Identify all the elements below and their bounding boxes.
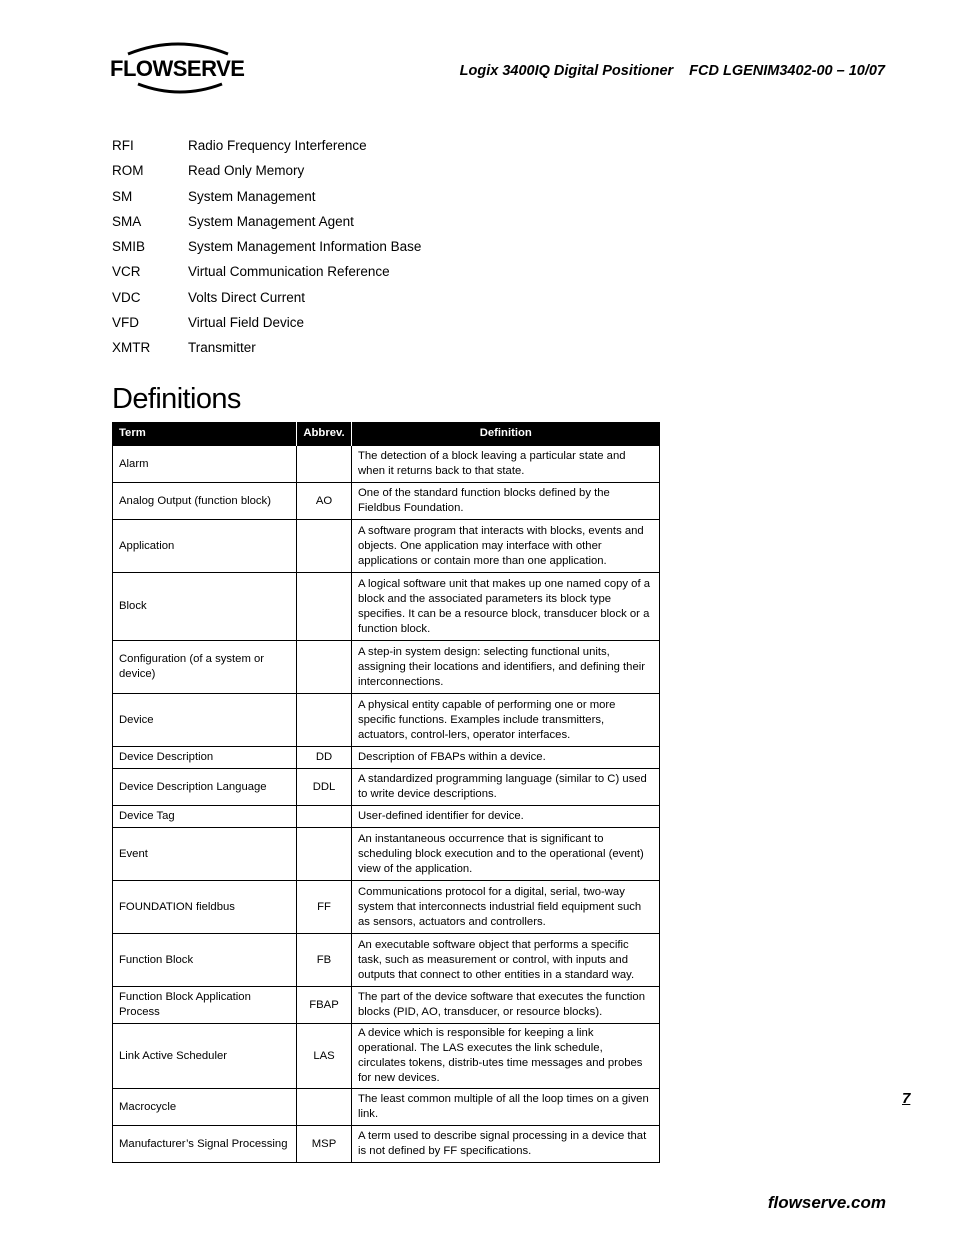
abbreviation-item <box>112 237 421 262</box>
table-row <box>113 934 660 987</box>
table-row <box>113 446 660 483</box>
column-header-abbrev: Abbrev. <box>297 422 352 446</box>
abbreviation-item <box>112 161 421 186</box>
abbreviation-meaning: System Management Information Base <box>188 239 422 255</box>
term-cell: Alarm <box>113 446 297 483</box>
term-cell: Manufacturer’s Signal Processing <box>113 1126 297 1163</box>
page-number: 7 <box>902 1090 911 1107</box>
definitions-table <box>112 422 660 1163</box>
abbrev-cell <box>297 694 352 747</box>
abbreviation-meaning: Virtual Communication Reference <box>188 264 390 280</box>
definition-cell: The least common multiple of all the loop times on a given link. <box>352 1089 660 1126</box>
definition-cell: The detection of a block leaving a particular state and when it returns back to that state. <box>352 446 660 483</box>
abbreviation: SM <box>112 188 133 204</box>
definition-cell: A step-in system design: selecting functional units, assigning their locations and identifiers, and defining their interconnections. <box>352 641 660 694</box>
section-title: Definitions <box>112 383 241 415</box>
abbreviation-item <box>112 313 421 338</box>
abbreviation-item <box>112 136 421 161</box>
document-code: FCD LGENIM3402-00 – 10/07 <box>689 63 885 79</box>
table-row <box>113 987 660 1024</box>
abbreviation-item <box>112 262 421 287</box>
table-row <box>113 806 660 828</box>
definition-cell: A standardized programming language (similar to C) used to write device descriptions. <box>352 769 660 806</box>
abbreviation: SMA <box>112 213 142 229</box>
abbrev-cell <box>297 446 352 483</box>
definition-cell: One of the standard function blocks defined by the Fieldbus Foundation. <box>352 483 660 520</box>
term-cell: Configuration (of a system or device) <box>113 641 297 694</box>
table-row <box>113 573 660 641</box>
abbrev-cell: MSP <box>297 1126 352 1163</box>
abbreviation-meaning: Virtual Field Device <box>188 315 305 331</box>
product-title: Logix 3400IQ Digital Positioner <box>459 63 674 79</box>
abbreviation-item <box>112 288 421 313</box>
term-cell: Event <box>113 828 297 881</box>
term-cell: Device Description Language <box>113 769 297 806</box>
term-cell: Device <box>113 694 297 747</box>
document-header <box>460 63 885 79</box>
abbrev-cell <box>297 520 352 573</box>
term-cell: Application <box>113 520 297 573</box>
abbreviation: ROM <box>112 163 144 179</box>
logo-wordmark: FLOWSERVE <box>110 56 245 81</box>
definition-cell: An executable software object that performs a specific task, such as measurement or control, with inputs and outputs that connect to other entities in a standard way. <box>352 934 660 987</box>
abbreviation: SMIB <box>112 239 146 255</box>
table-row <box>113 747 660 769</box>
abbreviation-item <box>112 212 421 237</box>
term-cell: FOUNDATION fieldbus <box>113 881 297 934</box>
table-row <box>113 769 660 806</box>
definition-cell: User-defined identifier for device. <box>352 806 660 828</box>
abbrev-cell: FF <box>297 881 352 934</box>
definition-cell: A logical software unit that makes up one named copy of a block and the associated parameters its block type specifies. It can be a resource block, transducer block or a function block. <box>352 573 660 641</box>
abbrev-cell <box>297 806 352 828</box>
abbrev-cell <box>297 1089 352 1126</box>
column-header-term: Term <box>113 422 297 446</box>
abbreviation-meaning: Read Only Memory <box>188 163 305 179</box>
table-row <box>113 881 660 934</box>
abbreviation-meaning: System Management Agent <box>188 213 354 229</box>
definition-cell: An instantaneous occurrence that is significant to scheduling block execution and to the operational (event) view of the application. <box>352 828 660 881</box>
definition-cell: Communications protocol for a digital, serial, two-way system that interconnects industrial field equipment such as sensors, actuators and controllers. <box>352 881 660 934</box>
term-cell: Block <box>113 573 297 641</box>
definitions-table-body <box>113 446 660 1163</box>
table-header-row <box>113 422 660 446</box>
abbrev-cell: LAS <box>297 1024 352 1089</box>
table-row <box>113 1126 660 1163</box>
abbreviation: VDC <box>112 289 141 305</box>
term-cell: Device Description <box>113 747 297 769</box>
term-cell: Device Tag <box>113 806 297 828</box>
definition-cell: A physical entity capable of performing one or more specific functions. Examples include transmitters, actuators, control-lers, operator interfaces. <box>352 694 660 747</box>
table-row <box>113 483 660 520</box>
abbreviation: VCR <box>112 264 141 280</box>
column-header-definition: Definition <box>352 422 660 446</box>
definition-cell: Description of FBAPs within a device. <box>352 747 660 769</box>
abbreviation-item <box>112 338 421 363</box>
abbreviation: VFD <box>112 315 139 331</box>
abbreviation-meaning: System Management <box>188 188 316 204</box>
abbrev-cell <box>297 573 352 641</box>
abbreviation-item <box>112 187 421 212</box>
table-row <box>113 828 660 881</box>
definition-cell: The part of the device software that executes the function blocks (PID, AO, transducer, or resource blocks). <box>352 987 660 1024</box>
term-cell: Link Active Scheduler <box>113 1024 297 1089</box>
abbrev-cell: DDL <box>297 769 352 806</box>
abbreviation-meaning: Transmitter <box>188 340 256 356</box>
abbrev-cell <box>297 828 352 881</box>
term-cell: Function Block <box>113 934 297 987</box>
abbreviation-meaning: Radio Frequency Interference <box>188 138 367 153</box>
flowserve-logo <box>110 40 250 96</box>
term-cell: Function Block Application Process <box>113 987 297 1024</box>
footer-website: flowserve.com <box>767 1193 886 1212</box>
definition-cell: A device which is responsible for keeping a link operational. The LAS executes the link schedule, circulates tokens, distrib-utes time messages and probes for new devices. <box>352 1024 660 1089</box>
table-row <box>113 641 660 694</box>
definition-cell: A term used to describe signal processing in a device that is not defined by FF specifications. <box>352 1126 660 1163</box>
definition-cell: A software program that interacts with blocks, events and objects. One application may interface with other applications or contain more than one application. <box>352 520 660 573</box>
abbreviation-meaning: Volts Direct Current <box>188 289 306 305</box>
abbreviation-list <box>112 136 421 364</box>
abbreviation: XMTR <box>112 340 151 356</box>
abbreviation: RFI <box>112 138 134 153</box>
abbrev-cell: FB <box>297 934 352 987</box>
abbrev-cell: AO <box>297 483 352 520</box>
abbrev-cell: FBAP <box>297 987 352 1024</box>
abbrev-cell: DD <box>297 747 352 769</box>
abbrev-cell <box>297 641 352 694</box>
term-cell: Macrocycle <box>113 1089 297 1126</box>
table-row <box>113 520 660 573</box>
table-row <box>113 1024 660 1089</box>
table-row <box>113 1089 660 1126</box>
term-cell: Analog Output (function block) <box>113 483 297 520</box>
table-row <box>113 694 660 747</box>
